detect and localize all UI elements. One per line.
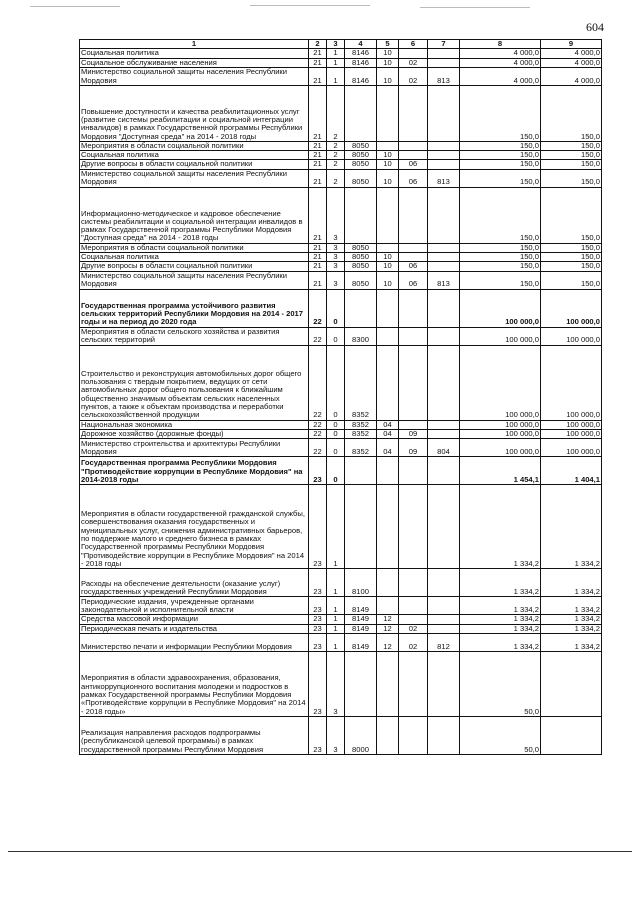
row-col5-cell: 10: [377, 49, 399, 58]
row-col4-cell: 8149: [345, 624, 377, 633]
row-col6-cell: [399, 289, 428, 327]
row-col8-cell: 150,0: [460, 271, 541, 289]
row-col2-cell: 21: [309, 187, 327, 243]
row-col4-cell: 8050: [345, 271, 377, 289]
row-col4-cell: 8050: [345, 169, 377, 187]
row-col8-cell: 150,0: [460, 243, 541, 252]
table-body: [80, 49, 602, 755]
row-col6-cell: [399, 243, 428, 252]
row-col6-cell: 06: [399, 271, 428, 289]
table-row: [80, 597, 602, 615]
row-col9-cell: 150,0: [541, 160, 602, 169]
row-col6-cell: 06: [399, 169, 428, 187]
row-col9-cell: 150,0: [541, 243, 602, 252]
row-name-cell: Министерство социальной защиты населения Республики Мордовия: [80, 271, 309, 289]
row-col2-cell: 23: [309, 597, 327, 615]
row-col3-cell: 1: [327, 633, 345, 651]
row-col7-cell: [428, 615, 460, 624]
row-col5-cell: [377, 716, 399, 754]
row-col7-cell: [428, 429, 460, 438]
table-row: [80, 243, 602, 252]
row-name-cell: Социальная политика: [80, 253, 309, 262]
row-col3-cell: 1: [327, 615, 345, 624]
row-name-cell: Мероприятия в области здравоохранения, образования, антикоррупционного воспитания молодежи и подростков в рамках Государственной программы Республики Мордовия «Противодействие коррупции в Республике Мордовия" на 2014 - 2018 годы»: [80, 651, 309, 716]
row-col3-cell: 1: [327, 58, 345, 67]
row-col5-cell: [377, 485, 399, 569]
row-name-cell: Социальная политика: [80, 151, 309, 160]
row-col2-cell: 21: [309, 253, 327, 262]
row-col9-cell: 4 000,0: [541, 49, 602, 58]
row-col4-cell: 8300: [345, 327, 377, 345]
row-col8-cell: 1 454,1: [460, 457, 541, 485]
row-col2-cell: 21: [309, 169, 327, 187]
row-col5-cell: [377, 327, 399, 345]
row-col2-cell: 22: [309, 327, 327, 345]
row-col5-cell: 12: [377, 615, 399, 624]
row-col5-cell: 04: [377, 429, 399, 438]
table-row: [80, 345, 602, 420]
row-col7-cell: 804: [428, 439, 460, 457]
table-row: [80, 187, 602, 243]
row-col6-cell: [399, 141, 428, 150]
row-col2-cell: 23: [309, 633, 327, 651]
table-row: [80, 67, 602, 85]
row-col4-cell: 8352: [345, 345, 377, 420]
row-col7-cell: [428, 345, 460, 420]
table-row: [80, 253, 602, 262]
row-col3-cell: 2: [327, 151, 345, 160]
row-col2-cell: 23: [309, 485, 327, 569]
row-col4-cell: 8050: [345, 160, 377, 169]
row-col4-cell: [345, 289, 377, 327]
row-col7-cell: [428, 569, 460, 597]
table-row: [80, 716, 602, 754]
row-col2-cell: 21: [309, 141, 327, 150]
row-name-cell: Расходы на обеспечение деятельности (оказание услуг) государственных учреждений Республики Мордовия: [80, 569, 309, 597]
row-col4-cell: 8352: [345, 439, 377, 457]
column-header-5: 5: [377, 40, 399, 49]
row-col5-cell: [377, 597, 399, 615]
table-row: [80, 429, 602, 438]
row-col9-cell: 150,0: [541, 253, 602, 262]
row-col6-cell: 06: [399, 262, 428, 271]
row-col7-cell: [428, 160, 460, 169]
row-col7-cell: 813: [428, 271, 460, 289]
row-col4-cell: [345, 485, 377, 569]
table-row: [80, 151, 602, 160]
row-col3-cell: 2: [327, 141, 345, 150]
row-col3-cell: 3: [327, 716, 345, 754]
row-col8-cell: 100 000,0: [460, 327, 541, 345]
row-name-cell: Другие вопросы в области социальной политики: [80, 262, 309, 271]
row-col5-cell: 12: [377, 624, 399, 633]
row-col9-cell: 4 000,0: [541, 58, 602, 67]
table-row: [80, 58, 602, 67]
row-col8-cell: 100 000,0: [460, 420, 541, 429]
row-col8-cell: 50,0: [460, 651, 541, 716]
row-col6-cell: [399, 457, 428, 485]
budget-table: [79, 39, 602, 755]
row-col9-cell: 1 334,2: [541, 624, 602, 633]
row-col9-cell: 100 000,0: [541, 289, 602, 327]
row-col8-cell: 100 000,0: [460, 289, 541, 327]
row-col2-cell: 21: [309, 58, 327, 67]
row-col4-cell: [345, 85, 377, 141]
row-col4-cell: 8100: [345, 569, 377, 597]
row-col3-cell: 3: [327, 253, 345, 262]
row-col6-cell: 09: [399, 429, 428, 438]
row-col3-cell: 1: [327, 49, 345, 58]
row-col2-cell: 22: [309, 289, 327, 327]
row-col6-cell: [399, 187, 428, 243]
row-name-cell: Социальное обслуживание населения: [80, 58, 309, 67]
column-header-9: 9: [541, 40, 602, 49]
row-col9-cell: 150,0: [541, 271, 602, 289]
row-col5-cell: [377, 651, 399, 716]
row-col5-cell: [377, 187, 399, 243]
row-name-cell: Периодические издания, учрежденные органами законодательной и исполнительной власти: [80, 597, 309, 615]
table-row: [80, 49, 602, 58]
row-col6-cell: [399, 597, 428, 615]
row-col6-cell: [399, 327, 428, 345]
row-col5-cell: 10: [377, 253, 399, 262]
row-col8-cell: 150,0: [460, 262, 541, 271]
row-name-cell: Государственная программа Республики Мордовия "Противодействие коррупции в Республике Мордовия" на 2014-2018 годы: [80, 457, 309, 485]
row-col7-cell: [428, 85, 460, 141]
row-col6-cell: [399, 49, 428, 58]
row-col5-cell: [377, 243, 399, 252]
row-col3-cell: 2: [327, 169, 345, 187]
row-col5-cell: 10: [377, 262, 399, 271]
row-col4-cell: 8149: [345, 597, 377, 615]
scan-artifact-line: [420, 7, 530, 8]
row-col3-cell: 2: [327, 160, 345, 169]
row-col6-cell: [399, 151, 428, 160]
row-name-cell: Периодическая печать и издательства: [80, 624, 309, 633]
row-col3-cell: 3: [327, 262, 345, 271]
row-col8-cell: 4 000,0: [460, 67, 541, 85]
row-col4-cell: 8050: [345, 141, 377, 150]
table-row: [80, 160, 602, 169]
row-col2-cell: 22: [309, 420, 327, 429]
row-col7-cell: [428, 716, 460, 754]
row-col4-cell: 8146: [345, 58, 377, 67]
row-col6-cell: 02: [399, 624, 428, 633]
row-col9-cell: 1 334,2: [541, 633, 602, 651]
row-col5-cell: 10: [377, 169, 399, 187]
row-col8-cell: 1 334,2: [460, 615, 541, 624]
row-col5-cell: [377, 141, 399, 150]
table-row: [80, 569, 602, 597]
row-col7-cell: [428, 485, 460, 569]
table-row: [80, 271, 602, 289]
row-name-cell: Средства массовой информации: [80, 615, 309, 624]
row-name-cell: Повышение доступности и качества реабилитационных услуг (развитие системы реабилитации и социальной интеграции инвалидов) в рамках Государственной программы Республики Мордовия "Доступная среда" на 2014 - 2018 годы: [80, 85, 309, 141]
row-col6-cell: [399, 615, 428, 624]
table-row: [80, 141, 602, 150]
row-col6-cell: 02: [399, 58, 428, 67]
table-row: [80, 457, 602, 485]
row-col5-cell: 10: [377, 58, 399, 67]
row-col8-cell: 150,0: [460, 253, 541, 262]
scan-artifact-line: [30, 6, 120, 7]
row-col7-cell: [428, 49, 460, 58]
row-col4-cell: 8050: [345, 253, 377, 262]
row-col9-cell: 100 000,0: [541, 429, 602, 438]
row-col3-cell: 3: [327, 271, 345, 289]
row-col4-cell: [345, 187, 377, 243]
scan-artifact-line: [250, 5, 370, 6]
row-col6-cell: [399, 569, 428, 597]
row-name-cell: Строительство и реконструкция автомобильных дорог общего пользования с твердым покрытием, ведущих от сети автомобильных дорог общего пользования к ближайшим общественно значимым объектам сельских населенных пунктов, а также к объектам производства и переработки сельскохозяйственной продукции: [80, 345, 309, 420]
row-col5-cell: [377, 289, 399, 327]
row-col9-cell: 100 000,0: [541, 327, 602, 345]
row-col7-cell: 812: [428, 633, 460, 651]
column-header-2: 2: [309, 40, 327, 49]
row-col5-cell: 10: [377, 271, 399, 289]
column-header-4: 4: [345, 40, 377, 49]
row-col9-cell: 1 334,2: [541, 615, 602, 624]
column-header-8: 8: [460, 40, 541, 49]
row-col3-cell: 1: [327, 67, 345, 85]
row-col8-cell: 150,0: [460, 169, 541, 187]
row-col3-cell: 2: [327, 85, 345, 141]
row-col7-cell: [428, 243, 460, 252]
row-col2-cell: 21: [309, 49, 327, 58]
row-col3-cell: 3: [327, 187, 345, 243]
row-name-cell: Мероприятия в области государственной гражданской службы, совершенствования оказания государственных и муниципальных услуг, снижения административных барьеров, по поддержке малого и среднего бизнеса в рамках Государственной программы Республики Мордовия "Противодействие коррупции в Республике Мордовия" на 2014 - 2018 годы: [80, 485, 309, 569]
row-col9-cell: 150,0: [541, 262, 602, 271]
table-row: [80, 420, 602, 429]
row-col3-cell: 0: [327, 420, 345, 429]
row-col4-cell: 8050: [345, 262, 377, 271]
row-name-cell: Министерство социальной защиты населения Республики Мордовия: [80, 67, 309, 85]
table-row: [80, 651, 602, 716]
row-col2-cell: 23: [309, 716, 327, 754]
row-col2-cell: 21: [309, 262, 327, 271]
row-col2-cell: 23: [309, 457, 327, 485]
table-row: [80, 327, 602, 345]
row-col9-cell: 1 334,2: [541, 485, 602, 569]
row-col6-cell: [399, 345, 428, 420]
row-name-cell: Национальная экономика: [80, 420, 309, 429]
row-col2-cell: 23: [309, 569, 327, 597]
row-name-cell: Дорожное хозяйство (дорожные фонды): [80, 429, 309, 438]
row-col4-cell: [345, 457, 377, 485]
row-col2-cell: 21: [309, 67, 327, 85]
row-name-cell: Министерство социальной защиты населения Республики Мордовия: [80, 169, 309, 187]
row-col7-cell: [428, 597, 460, 615]
row-col4-cell: 8149: [345, 615, 377, 624]
row-col2-cell: 21: [309, 271, 327, 289]
row-col4-cell: 8050: [345, 243, 377, 252]
row-col9-cell: 1 334,2: [541, 597, 602, 615]
column-header-1: 1: [80, 40, 309, 49]
row-col6-cell: [399, 485, 428, 569]
row-col3-cell: 1: [327, 624, 345, 633]
row-col8-cell: 50,0: [460, 716, 541, 754]
row-col2-cell: 22: [309, 345, 327, 420]
column-header-6: 6: [399, 40, 428, 49]
row-name-cell: Министерство печати и информации Республики Мордовия: [80, 633, 309, 651]
row-col4-cell: 8000: [345, 716, 377, 754]
row-col6-cell: [399, 651, 428, 716]
row-col4-cell: 8146: [345, 49, 377, 58]
table-header-row: [80, 40, 602, 49]
row-name-cell: Государственная программа устойчивого развития сельских территорий Республики Мордовия на 2014 - 2017 годы и на период до 2020 года: [80, 289, 309, 327]
row-col3-cell: 3: [327, 243, 345, 252]
table-row: [80, 633, 602, 651]
row-col6-cell: 06: [399, 160, 428, 169]
row-col3-cell: 1: [327, 485, 345, 569]
row-col5-cell: 10: [377, 160, 399, 169]
table-row: [80, 439, 602, 457]
row-col5-cell: 10: [377, 151, 399, 160]
row-col6-cell: 02: [399, 67, 428, 85]
row-col8-cell: 1 334,2: [460, 633, 541, 651]
row-col9-cell: 150,0: [541, 85, 602, 141]
row-col4-cell: 8146: [345, 67, 377, 85]
row-col9-cell: 1 334,2: [541, 569, 602, 597]
row-col9-cell: [541, 716, 602, 754]
table-row: [80, 262, 602, 271]
row-name-cell: Другие вопросы в области социальной политики: [80, 160, 309, 169]
row-col9-cell: [541, 651, 602, 716]
row-name-cell: Мероприятия в области сельского хозяйства и развития сельских территорий: [80, 327, 309, 345]
row-col7-cell: [428, 624, 460, 633]
row-col3-cell: 3: [327, 651, 345, 716]
row-col3-cell: 0: [327, 439, 345, 457]
row-col8-cell: 100 000,0: [460, 439, 541, 457]
row-col7-cell: [428, 262, 460, 271]
row-col7-cell: [428, 187, 460, 243]
row-col7-cell: [428, 151, 460, 160]
row-col2-cell: 23: [309, 624, 327, 633]
table-row: [80, 615, 602, 624]
row-name-cell: Мероприятия в области социальной политики: [80, 243, 309, 252]
row-name-cell: Министерство строительства и архитектуры Республики Мордовия: [80, 439, 309, 457]
footer-rule: [8, 851, 632, 852]
row-col4-cell: [345, 651, 377, 716]
row-col6-cell: [399, 420, 428, 429]
row-col4-cell: 8352: [345, 429, 377, 438]
row-col3-cell: 0: [327, 345, 345, 420]
row-col2-cell: 21: [309, 160, 327, 169]
row-col2-cell: 21: [309, 243, 327, 252]
row-col6-cell: 02: [399, 633, 428, 651]
row-col8-cell: 1 334,2: [460, 624, 541, 633]
row-col8-cell: 1 334,2: [460, 569, 541, 597]
row-col7-cell: [428, 141, 460, 150]
row-col9-cell: 100 000,0: [541, 345, 602, 420]
row-col5-cell: [377, 85, 399, 141]
row-col2-cell: 22: [309, 439, 327, 457]
row-name-cell: Социальная политика: [80, 49, 309, 58]
row-col3-cell: 0: [327, 289, 345, 327]
row-col8-cell: 150,0: [460, 151, 541, 160]
table-row: [80, 289, 602, 327]
row-col8-cell: 4 000,0: [460, 58, 541, 67]
row-col2-cell: 23: [309, 651, 327, 716]
row-col8-cell: 100 000,0: [460, 429, 541, 438]
table-row: [80, 169, 602, 187]
row-col7-cell: 813: [428, 67, 460, 85]
row-col2-cell: 21: [309, 85, 327, 141]
row-col5-cell: [377, 345, 399, 420]
row-col8-cell: 1 334,2: [460, 597, 541, 615]
row-col7-cell: 813: [428, 169, 460, 187]
row-col9-cell: 100 000,0: [541, 420, 602, 429]
row-col8-cell: 100 000,0: [460, 345, 541, 420]
row-col9-cell: 100 000,0: [541, 439, 602, 457]
row-col8-cell: 150,0: [460, 187, 541, 243]
row-col8-cell: 1 334,2: [460, 485, 541, 569]
row-name-cell: Мероприятия в области социальной политики: [80, 141, 309, 150]
row-col5-cell: [377, 457, 399, 485]
row-col8-cell: 150,0: [460, 160, 541, 169]
row-col2-cell: 23: [309, 615, 327, 624]
row-col3-cell: 1: [327, 597, 345, 615]
row-col5-cell: 10: [377, 67, 399, 85]
row-col9-cell: 150,0: [541, 187, 602, 243]
column-header-7: 7: [428, 40, 460, 49]
row-col9-cell: 150,0: [541, 141, 602, 150]
row-col8-cell: 150,0: [460, 85, 541, 141]
row-col7-cell: [428, 289, 460, 327]
row-col4-cell: 8050: [345, 151, 377, 160]
row-col3-cell: 0: [327, 457, 345, 485]
row-col6-cell: [399, 85, 428, 141]
row-col9-cell: 150,0: [541, 169, 602, 187]
row-col6-cell: 09: [399, 439, 428, 457]
row-col7-cell: [428, 420, 460, 429]
table-row: [80, 85, 602, 141]
row-col4-cell: 8352: [345, 420, 377, 429]
row-col7-cell: [428, 457, 460, 485]
row-col3-cell: 1: [327, 569, 345, 597]
row-col6-cell: [399, 253, 428, 262]
row-col5-cell: 04: [377, 420, 399, 429]
table-row: [80, 485, 602, 569]
row-col4-cell: 8149: [345, 633, 377, 651]
page-number: 604: [586, 20, 604, 34]
row-col5-cell: 12: [377, 633, 399, 651]
row-col5-cell: [377, 569, 399, 597]
row-col7-cell: [428, 58, 460, 67]
row-col7-cell: [428, 651, 460, 716]
column-header-3: 3: [327, 40, 345, 49]
row-col9-cell: 1 404,1: [541, 457, 602, 485]
row-col3-cell: 0: [327, 429, 345, 438]
row-col7-cell: [428, 327, 460, 345]
row-col7-cell: [428, 253, 460, 262]
row-col8-cell: 150,0: [460, 141, 541, 150]
row-col2-cell: 22: [309, 429, 327, 438]
row-col3-cell: 0: [327, 327, 345, 345]
row-col2-cell: 21: [309, 151, 327, 160]
row-col5-cell: 04: [377, 439, 399, 457]
table-row: [80, 624, 602, 633]
row-col9-cell: 4 000,0: [541, 67, 602, 85]
row-name-cell: Информационно-методическое и кадровое обеспечение системы реабилитации и социальной интеграции инвалидов в рамках Государственной программы Республики Мордовия "Доступная среда" на 2014 - 2018 годы: [80, 187, 309, 243]
row-col9-cell: 150,0: [541, 151, 602, 160]
row-col8-cell: 4 000,0: [460, 49, 541, 58]
row-name-cell: Реализация направления расходов подпрограммы (республиканской целевой программы) в рамках государственной программы Республики Мордовия: [80, 716, 309, 754]
row-col6-cell: [399, 716, 428, 754]
